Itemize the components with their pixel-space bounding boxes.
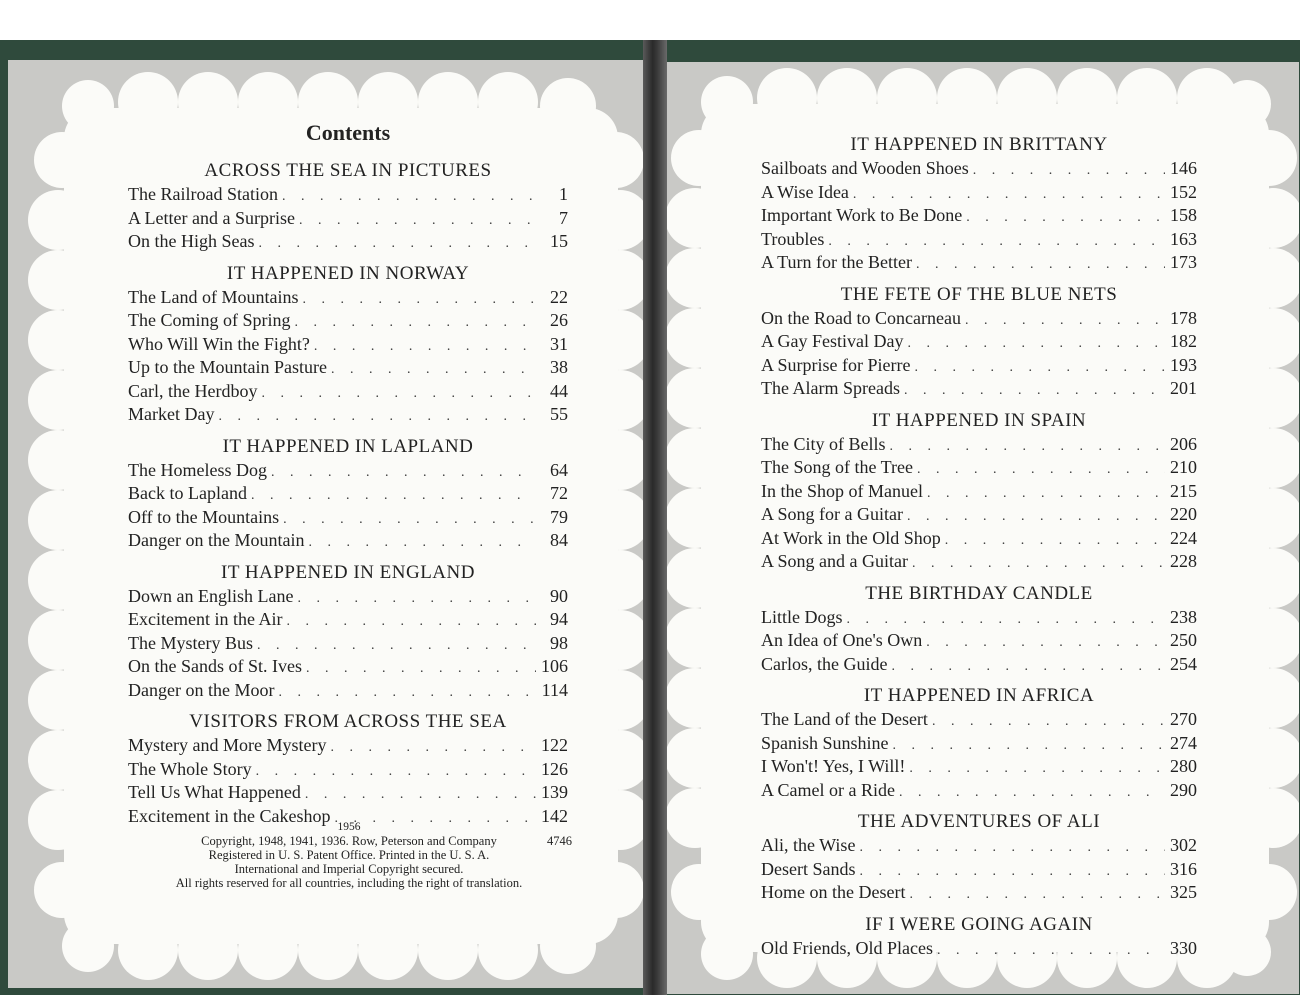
leader-dots <box>932 711 1165 733</box>
leader-dots <box>305 784 536 806</box>
section-africa <box>761 685 1197 803</box>
entry-page: 220 <box>1170 504 1197 524</box>
leader-dots <box>283 509 536 531</box>
toc-entry <box>761 457 1197 481</box>
entry-page: 182 <box>1170 331 1197 351</box>
toc-entry <box>761 434 1197 458</box>
toc-entry <box>128 357 568 381</box>
toc-entry <box>128 609 568 633</box>
entry-page: 122 <box>541 735 568 755</box>
entry-page: 302 <box>1170 835 1197 855</box>
section-england <box>128 562 568 704</box>
toc-entry <box>128 735 568 759</box>
entry-title: Danger on the Moor <box>128 679 275 700</box>
entry-title: Home on the Desert <box>761 882 906 902</box>
entry-title: The Alarm Spreads <box>761 378 900 398</box>
leader-dots <box>904 380 1165 402</box>
entry-title: Mystery and More Mystery <box>128 735 327 755</box>
entry-page: 163 <box>1170 228 1197 249</box>
entry-title: Down an English Lane <box>128 585 294 606</box>
toc-entry <box>761 835 1197 859</box>
entry-title: An Idea of One's Own <box>761 630 923 650</box>
entry-page: 1 <box>559 184 568 204</box>
leader-dots <box>251 485 536 507</box>
entry-title: On the High Seas <box>128 231 255 251</box>
leader-dots <box>926 632 1165 654</box>
toc-entry <box>761 308 1197 332</box>
section-heading: THE BIRTHDAY CANDLE <box>865 582 1093 604</box>
leader-dots <box>899 782 1165 804</box>
section-lapland <box>128 436 568 554</box>
entry-page: 193 <box>1170 354 1197 375</box>
section-ali <box>761 811 1197 906</box>
section-heading: ACROSS THE SEA IN PICTURES <box>204 160 492 181</box>
toc-entry <box>761 252 1197 276</box>
section-heading: IT HAPPENED IN SPAIN <box>871 409 1087 431</box>
section-heading: IT HAPPENED IN AFRICA <box>863 685 1095 706</box>
entry-title: I Won't! Yes, I Will! <box>761 756 906 776</box>
leader-dots <box>286 611 536 633</box>
leader-dots <box>909 758 1165 780</box>
section-heading: IT HAPPENED IN NORWAY <box>226 262 470 284</box>
entry-page: 206 <box>1170 433 1197 454</box>
entry-page: 64 <box>550 459 568 480</box>
leader-dots <box>218 406 536 428</box>
leader-dots <box>828 231 1165 253</box>
toc-entry <box>128 633 568 657</box>
toc-entry <box>128 334 568 358</box>
leader-dots <box>907 506 1165 528</box>
leader-dots <box>912 553 1165 575</box>
entry-page: 142 <box>541 805 568 826</box>
entry-page: 201 <box>1170 378 1197 398</box>
section-heading: THE FETE OF THE BLUE NETS <box>840 283 1118 305</box>
toc-entry <box>761 654 1197 678</box>
copyright-text: Copyright, 1948, 1941, 1936. Row, Peterson and Company <box>201 834 497 848</box>
toc-entry <box>128 656 568 680</box>
leader-dots <box>302 289 536 311</box>
entry-page: 280 <box>1170 756 1197 776</box>
leader-dots <box>965 310 1165 332</box>
left-page <box>8 60 645 988</box>
entry-title: A Song and a Guitar <box>761 551 908 571</box>
toc-left <box>128 120 568 829</box>
section-blue-nets <box>761 284 1197 402</box>
entry-title: A Song for a Guitar <box>761 504 903 524</box>
entry-page: 152 <box>1170 181 1197 202</box>
section-going-again <box>761 914 1197 962</box>
entry-page: 7 <box>559 207 568 228</box>
entry-page: 274 <box>1170 732 1197 753</box>
leader-dots <box>917 459 1165 481</box>
leader-dots <box>299 210 536 232</box>
entry-title: Tell Us What Happened <box>128 782 301 802</box>
entry-title: Old Friends, Old Places <box>761 937 933 958</box>
toc-entry <box>128 184 568 208</box>
entry-title: The City of Bells <box>761 433 886 454</box>
entry-page: 178 <box>1170 307 1197 328</box>
leader-dots <box>853 184 1165 206</box>
entry-title: Market Day <box>128 404 215 424</box>
entry-page: 44 <box>550 380 568 401</box>
toc-entry <box>761 481 1197 505</box>
entry-page: 254 <box>1170 653 1197 674</box>
entry-page: 79 <box>550 506 568 527</box>
section-spain <box>761 410 1197 575</box>
toc-entry <box>128 530 568 554</box>
entry-title: The Homeless Dog <box>128 459 267 480</box>
entry-title: In the Shop of Manuel <box>761 480 923 501</box>
entry-page: 55 <box>550 404 568 424</box>
toc-entry <box>128 460 568 484</box>
entry-page: 84 <box>550 530 568 550</box>
section-heading: VISITORS FROM ACROSS THE SEA <box>189 711 507 732</box>
toc-entry <box>128 680 568 704</box>
toc-entry <box>761 355 1197 379</box>
toc-entry <box>761 229 1197 253</box>
entry-title: The Mystery Bus <box>128 632 253 653</box>
right-page <box>657 62 1299 994</box>
entry-page: 31 <box>550 333 568 354</box>
leader-dots <box>891 656 1165 678</box>
toc-entry <box>128 586 568 610</box>
entry-page: 325 <box>1170 882 1197 902</box>
entry-title: A Camel or a Ride <box>761 779 895 800</box>
entry-page: 15 <box>550 231 568 251</box>
entry-title: Sailboats and Wooden Shoes <box>761 158 969 178</box>
leader-dots <box>909 884 1165 906</box>
entry-title: The Whole Story <box>128 758 252 779</box>
entry-page: 173 <box>1170 252 1197 272</box>
section-heading: IF I WERE GOING AGAIN <box>865 913 1093 935</box>
toc-entry <box>128 759 568 783</box>
entry-title: Excitement in the Air <box>128 609 283 629</box>
toc-right <box>761 126 1197 961</box>
leader-dots <box>916 254 1165 276</box>
entry-title: Troubles <box>761 228 825 249</box>
toc-entry <box>761 378 1197 402</box>
entry-page: 90 <box>550 585 568 606</box>
entry-title: Who Will Win the Fight? <box>128 333 310 354</box>
leader-dots <box>914 357 1165 379</box>
leader-dots <box>308 532 536 554</box>
toc-entry <box>761 551 1197 575</box>
toc-entry <box>128 507 568 531</box>
leader-dots <box>295 312 537 334</box>
entry-title: Danger on the Mountain <box>128 530 305 550</box>
entry-title: The Coming of Spring <box>128 310 291 330</box>
leader-dots <box>261 383 536 405</box>
entry-title: The Railroad Station <box>128 184 278 204</box>
entry-title: The Land of Mountains <box>128 286 299 307</box>
leader-dots <box>945 530 1165 552</box>
entry-page: 224 <box>1170 527 1197 548</box>
leader-dots <box>859 837 1165 859</box>
leader-dots <box>297 588 536 610</box>
leader-dots <box>330 737 536 759</box>
toc-entry <box>128 483 568 507</box>
entry-title: A Surprise for Pierre <box>761 354 911 375</box>
entry-title: Desert Sands <box>761 858 856 879</box>
entry-title: Carlos, the Guide <box>761 653 888 674</box>
entry-title: A Turn for the Better <box>761 252 912 272</box>
copyright-line: Registered in U. S. Patent Office. Printed in the U. S. A. <box>208 848 490 862</box>
entry-title: On the Road to Concarneau <box>761 307 961 328</box>
entry-title: Little Dogs <box>761 606 843 627</box>
entry-title: Important Work to Be Done <box>761 205 963 225</box>
toc-entry <box>761 331 1197 355</box>
leader-dots <box>258 233 536 255</box>
toc-entry <box>761 504 1197 528</box>
entry-title: A Wise Idea <box>761 181 849 202</box>
entry-page: 215 <box>1170 480 1197 501</box>
leader-dots <box>859 861 1165 883</box>
toc-entry <box>761 607 1197 631</box>
entry-title: On the Sands of St. Ives <box>128 656 302 676</box>
leader-dots <box>847 609 1166 631</box>
section-birthday-candle <box>761 583 1197 678</box>
toc-entry <box>761 938 1197 962</box>
toc-entry <box>128 310 568 334</box>
entry-page: 146 <box>1170 158 1197 178</box>
section-heading: IT HAPPENED IN LAPLAND <box>222 435 474 457</box>
entry-page: 22 <box>550 286 568 307</box>
leader-dots <box>271 462 536 484</box>
toc-entry <box>761 882 1197 906</box>
print-code: 4746 <box>547 834 572 848</box>
entry-page: 238 <box>1170 606 1197 627</box>
section-visitors <box>128 711 568 829</box>
leader-dots <box>314 336 536 358</box>
leader-dots <box>257 635 536 657</box>
entry-page: 228 <box>1170 551 1197 571</box>
entry-page: 250 <box>1170 630 1197 650</box>
entry-title: The Land of the Desert <box>761 709 928 729</box>
book-spine <box>643 40 667 995</box>
entry-page: 158 <box>1170 205 1197 225</box>
entry-page: 72 <box>550 483 568 503</box>
toc-entry <box>761 756 1197 780</box>
copyright-notice <box>126 820 572 890</box>
copyright-line: International and Imperial Copyright secured. <box>234 862 464 876</box>
toc-entry <box>761 859 1197 883</box>
toc-entry <box>761 158 1197 182</box>
section-across-the-sea <box>128 160 568 255</box>
entry-title: Spanish Sunshine <box>761 732 889 753</box>
section-norway <box>128 263 568 428</box>
leader-dots <box>278 682 536 704</box>
leader-dots <box>893 735 1165 757</box>
entry-page: 330 <box>1170 937 1197 958</box>
toc-entry <box>761 205 1197 229</box>
leader-dots <box>966 207 1165 229</box>
entry-title: Ali, the Wise <box>761 835 856 855</box>
entry-page: 290 <box>1170 779 1197 800</box>
entry-page: 106 <box>541 656 568 676</box>
copyright-line: All rights reserved for all countries, including the right of translation. <box>175 876 523 890</box>
entry-page: 98 <box>550 632 568 653</box>
entry-page: 114 <box>541 679 568 700</box>
toc-entry <box>761 528 1197 552</box>
leader-dots <box>282 186 536 208</box>
leader-dots <box>306 658 536 680</box>
toc-entry <box>761 630 1197 654</box>
entry-page: 126 <box>541 758 568 779</box>
entry-title: Excitement in the Cakeshop <box>128 805 331 826</box>
section-brittany <box>761 134 1197 276</box>
entry-page: 139 <box>541 782 568 802</box>
leader-dots <box>927 483 1165 505</box>
toc-entry <box>128 231 568 255</box>
toc-entry <box>761 182 1197 206</box>
entry-page: 316 <box>1170 858 1197 879</box>
toc-entry <box>128 782 568 806</box>
entry-title: A Letter and a Surprise <box>128 207 295 228</box>
leader-dots <box>256 761 536 783</box>
toc-entry <box>128 381 568 405</box>
printing-year: 1956 <box>337 821 361 833</box>
entry-title: Carl, the Herdboy <box>128 380 258 401</box>
toc-entry <box>128 404 568 428</box>
section-heading: IT HAPPENED IN BRITTANY <box>850 134 1108 155</box>
section-heading: IT HAPPENED IN ENGLAND <box>221 561 475 583</box>
entry-page: 38 <box>550 357 568 377</box>
entry-title: Off to the Mountains <box>128 506 280 527</box>
section-heading: THE ADVENTURES OF ALI <box>857 811 1101 832</box>
toc-entry <box>761 709 1197 733</box>
leader-dots <box>331 359 536 381</box>
toc-entry <box>761 780 1197 804</box>
copyright-line <box>126 834 572 848</box>
toc-entry <box>128 287 568 311</box>
entry-title: At Work in the Old Shop <box>761 527 941 548</box>
entry-title: Up to the Mountain Pasture <box>128 357 327 377</box>
entry-page: 26 <box>550 310 568 330</box>
leader-dots <box>973 160 1165 182</box>
toc-entry <box>761 733 1197 757</box>
entry-page: 210 <box>1170 457 1197 477</box>
entry-page: 94 <box>550 609 568 629</box>
entry-title: The Song of the Tree <box>761 457 913 477</box>
contents-title: Contents <box>305 120 391 145</box>
leader-dots <box>907 333 1165 355</box>
entry-page: 270 <box>1170 709 1197 729</box>
leader-dots <box>890 436 1166 458</box>
toc-entry <box>128 208 568 232</box>
entry-title: Back to Lapland <box>128 483 247 503</box>
leader-dots <box>937 940 1165 962</box>
entry-title: A Gay Festival Day <box>761 331 904 351</box>
